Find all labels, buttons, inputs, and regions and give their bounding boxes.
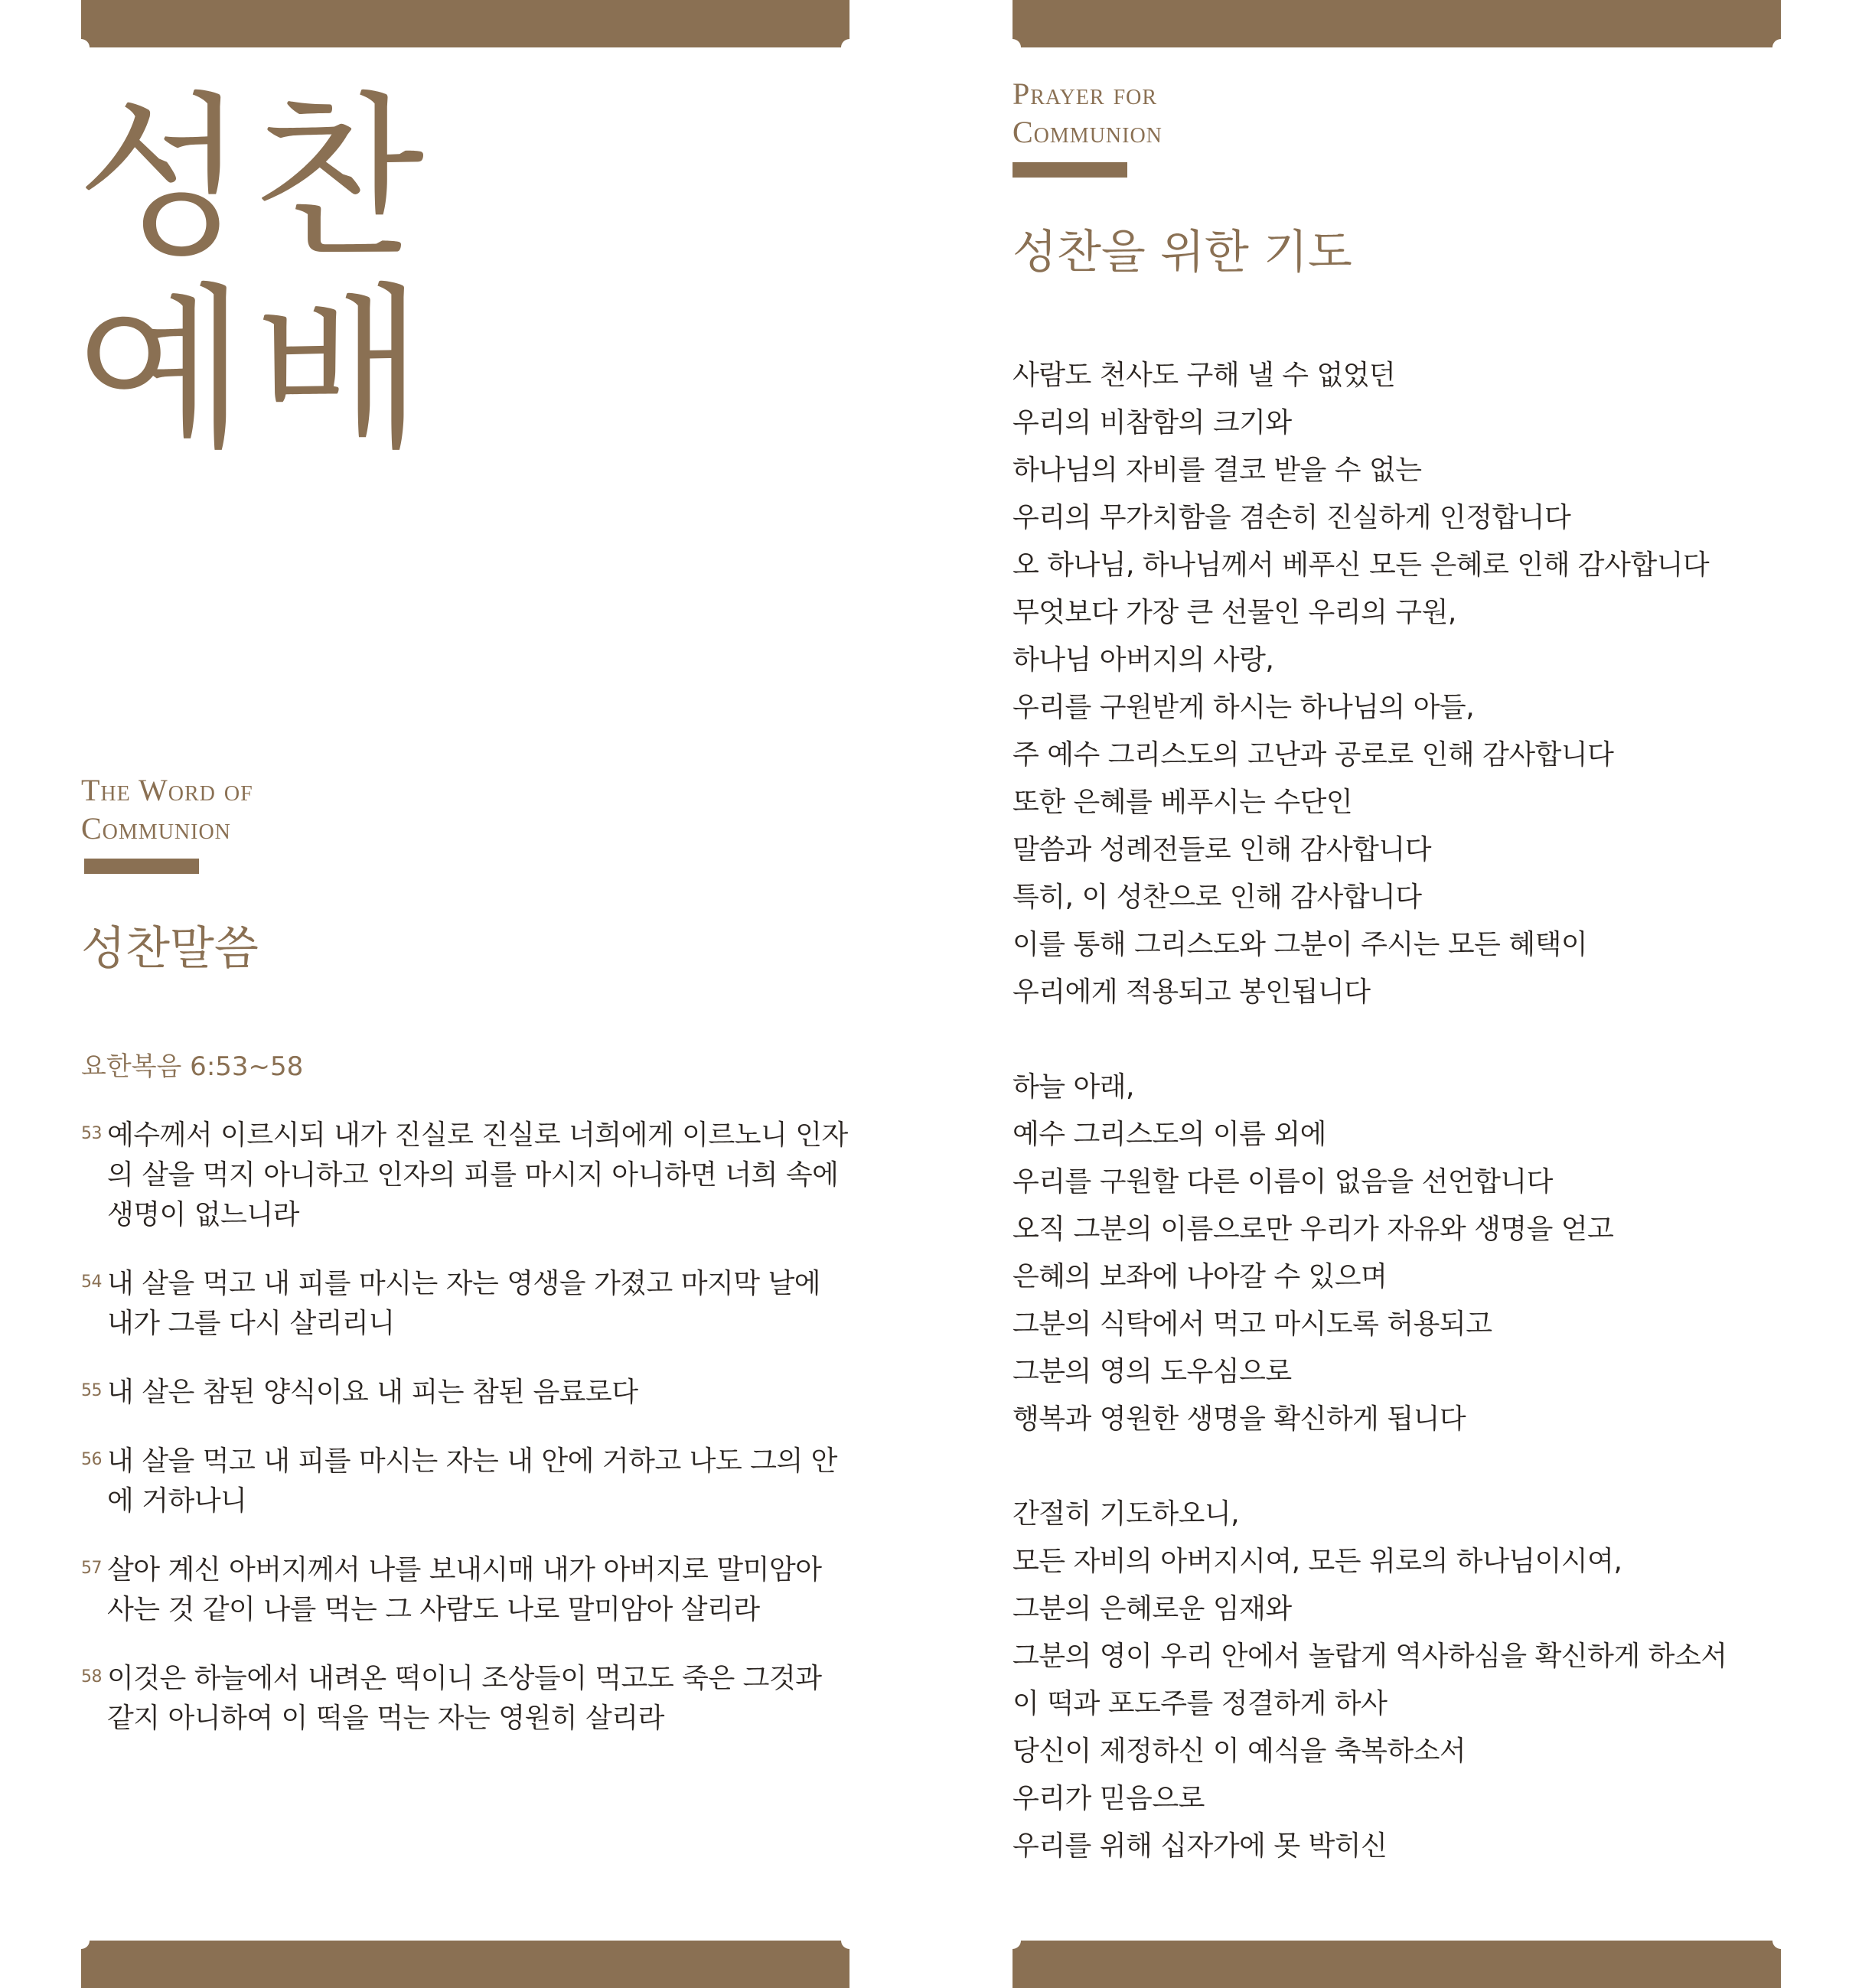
prayer-stanza bbox=[1013, 1064, 1781, 1443]
verse-list bbox=[81, 1116, 849, 1768]
verse-text: 예수께서 이르시되 내가 진실로 진실로 너희에게 이르노니 인자의 살을 먹지 아니하고 인자의 피를 마시지 아니하면 너희 속에 생명이 없느니라 bbox=[107, 1119, 848, 1230]
prayer-rule bbox=[1013, 162, 1127, 178]
main-title-line-2: 예배 bbox=[77, 269, 432, 473]
prayer-section-title: 성찬을 위한 기도 bbox=[1013, 226, 1352, 279]
word-rule bbox=[84, 859, 199, 874]
prayer-line: 그분의 영의 도우심으로 bbox=[1013, 1356, 1292, 1387]
word-section-title: 성찬말씀 bbox=[81, 922, 259, 976]
main-title bbox=[77, 77, 432, 473]
prayer-line: 모든 자비의 아버지시여, 모든 위로의 하나님이시여, bbox=[1013, 1546, 1622, 1577]
scripture-reference: 요한복음 6:53~58 bbox=[81, 1051, 304, 1082]
verse-text: 내 살은 참된 양식이요 내 피는 참된 음료로다 bbox=[107, 1377, 638, 1408]
prayer-line: 간절히 기도하오니, bbox=[1013, 1498, 1240, 1530]
word-eyebrow-line-1: The Word of bbox=[81, 773, 253, 807]
verse-text: 내 살을 먹고 내 피를 마시는 자는 영생을 가졌고 마지막 날에 내가 그를 다시 살리리니 bbox=[107, 1268, 821, 1339]
verse-item bbox=[81, 1373, 849, 1413]
word-eyebrow bbox=[81, 771, 253, 848]
prayer-stanza bbox=[1013, 1491, 1781, 1870]
prayer-line: 그분의 영이 우리 안에서 놀랍게 역사하심을 확신하게 하소서 bbox=[1013, 1641, 1727, 1672]
prayer-line: 당신이 제정하신 이 예식을 축복하소서 bbox=[1013, 1735, 1466, 1767]
bottom-band-right bbox=[1013, 1941, 1781, 1988]
prayer-line: 오직 그분의 이름으로만 우리가 자유와 생명을 얻고 bbox=[1013, 1214, 1614, 1245]
prayer-eyebrow-line-1: Prayer for bbox=[1013, 77, 1158, 111]
prayer-line: 은혜의 보좌에 나아갈 수 있으며 bbox=[1013, 1261, 1388, 1292]
prayer-line: 이를 통해 그리스도와 그분이 주시는 모든 혜택이 bbox=[1013, 929, 1588, 960]
prayer-stanza bbox=[1013, 352, 1781, 1016]
prayer-line: 사람도 천사도 구해 낼 수 없었던 bbox=[1013, 360, 1396, 391]
prayer-eyebrow bbox=[1013, 75, 1163, 152]
prayer-line: 행복과 영원한 생명을 확신하게 됩니다 bbox=[1013, 1403, 1466, 1435]
top-band-left bbox=[81, 0, 849, 47]
prayer-line: 우리의 비참함의 크기와 bbox=[1013, 407, 1292, 438]
prayer-line: 주 예수 그리스도의 고난과 공로로 인해 감사합니다 bbox=[1013, 739, 1614, 771]
verse-item bbox=[81, 1550, 849, 1630]
verse-number: 58 bbox=[81, 1667, 102, 1687]
bottom-band-left bbox=[81, 1941, 849, 1988]
verse-text: 이것은 하늘에서 내려온 떡이니 조상들이 먹고도 죽은 그것과 같지 아니하여 이 떡을 먹는 자는 영원히 살리라 bbox=[107, 1663, 822, 1734]
verse-number: 55 bbox=[81, 1381, 102, 1400]
verse-text: 내 살을 먹고 내 피를 마시는 자는 내 안에 거하고 나도 그의 안에 거하나니 bbox=[107, 1445, 837, 1517]
prayer-line: 우리를 구원할 다른 이름이 없음을 선언합니다 bbox=[1013, 1166, 1553, 1198]
prayer-body bbox=[1013, 352, 1781, 1918]
prayer-line: 이 떡과 포도주를 정결하게 하사 bbox=[1013, 1688, 1388, 1719]
verse-item bbox=[81, 1442, 849, 1521]
prayer-line: 또한 은혜를 베푸시는 수단인 bbox=[1013, 787, 1353, 818]
verse-number: 54 bbox=[81, 1273, 102, 1292]
prayer-line: 하나님 아버지의 사랑, bbox=[1013, 644, 1274, 676]
prayer-line: 그분의 은혜로운 임재와 bbox=[1013, 1593, 1292, 1625]
prayer-line: 말씀과 성례전들로 인해 감사합니다 bbox=[1013, 834, 1431, 865]
prayer-line: 우리가 믿음으로 bbox=[1013, 1783, 1205, 1814]
top-band-right bbox=[1013, 0, 1781, 47]
word-eyebrow-line-2: Communion bbox=[81, 811, 231, 846]
verse-number: 56 bbox=[81, 1450, 102, 1469]
prayer-line: 무엇보다 가장 큰 선물인 우리의 구원, bbox=[1013, 597, 1456, 628]
prayer-line: 우리에게 적용되고 봉인됩니다 bbox=[1013, 976, 1371, 1008]
prayer-eyebrow-line-2: Communion bbox=[1013, 115, 1163, 149]
prayer-line: 하늘 아래, bbox=[1013, 1071, 1134, 1103]
verse-item bbox=[81, 1659, 849, 1739]
verse-number: 57 bbox=[81, 1559, 102, 1578]
prayer-line: 예수 그리스도의 이름 외에 bbox=[1013, 1119, 1326, 1150]
prayer-line: 그분의 식탁에서 먹고 마시도록 허용되고 bbox=[1013, 1308, 1492, 1340]
verse-number: 53 bbox=[81, 1124, 102, 1143]
prayer-line: 우리를 구원받게 하시는 하나님의 아들, bbox=[1013, 692, 1475, 723]
prayer-line: 특히, 이 성찬으로 인해 감사합니다 bbox=[1013, 882, 1422, 913]
prayer-line: 하나님의 자비를 결코 받을 수 없는 bbox=[1013, 455, 1422, 486]
main-title-line-1: 성찬 bbox=[77, 77, 432, 282]
prayer-line: 우리의 무가치함을 겸손히 진실하게 인정합니다 bbox=[1013, 502, 1571, 533]
prayer-line: 오 하나님, 하나님께서 베푸신 모든 은혜로 인해 감사합니다 bbox=[1013, 549, 1710, 581]
verse-item bbox=[81, 1264, 849, 1344]
verse-text: 살아 계신 아버지께서 나를 보내시매 내가 아버지로 말미암아 사는 것 같이 나를 먹는 그 사람도 나로 말미암아 살리라 bbox=[107, 1554, 822, 1625]
prayer-line: 우리를 위해 십자가에 못 박히신 bbox=[1013, 1830, 1388, 1862]
verse-item bbox=[81, 1116, 849, 1235]
